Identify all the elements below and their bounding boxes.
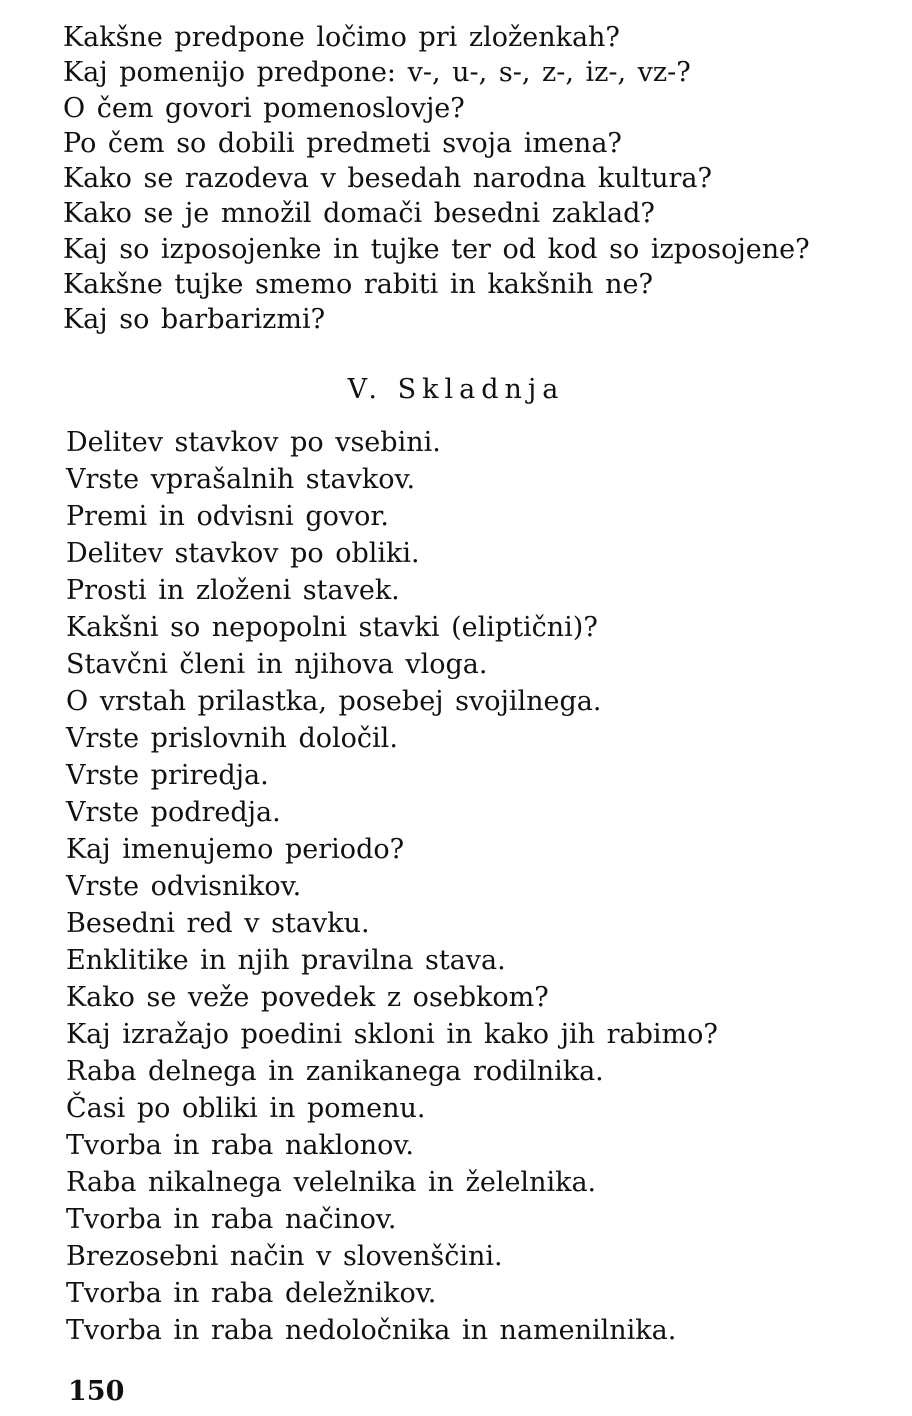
topic-line: Vrste odvisnikov.: [66, 871, 302, 902]
topic-line: Delitev stavkov po vsebini.: [66, 427, 441, 458]
topic-line: Kako se veže povedek z osebkom?: [66, 982, 549, 1013]
topic-line: Stavčni členi in njihova vloga.: [66, 649, 488, 680]
question-line: Kako se je množil domači besedni zaklad?: [63, 198, 655, 230]
topic-line: Raba delnega in zanikanega rodilnika.: [66, 1056, 604, 1087]
topic-list: [66, 424, 718, 1349]
topic-line: Prosti in zloženi stavek.: [66, 575, 400, 606]
topic-line: Tvorba in raba načinov.: [66, 1204, 397, 1235]
topic-line: Vrste prislovnih določil.: [66, 723, 398, 754]
topic-line: Premi in odvisni govor.: [66, 501, 389, 532]
page-number: 150: [68, 1376, 125, 1407]
question-line: Kakšne predpone ločimo pri zloženkah?: [63, 22, 620, 53]
question-line: Kakšne tujke smemo rabiti in kakšnih ne?: [63, 269, 653, 301]
question-line: Kaj so izposojenke in tujke ter od kod so izposojene?: [63, 233, 810, 265]
topic-line: Vrste vprašalnih stavkov.: [66, 464, 416, 495]
topic-line: Raba nikalnega velelnika in želelnika.: [66, 1167, 597, 1198]
topic-line: Kaj imenujemo periodo?: [66, 834, 405, 865]
topic-line: Tvorba in raba deležnikov.: [66, 1278, 437, 1309]
section-heading: V. Skladnja: [347, 374, 565, 405]
topic-line: Časi po obliki in pomenu.: [66, 1093, 426, 1124]
topic-line: Besedni red v stavku.: [66, 908, 370, 939]
topic-line: Enklitike in njih pravilna stava.: [66, 945, 506, 976]
question-line: Kaj pomenijo predpone: v-, u-, s-, z-, iz-, vz-?: [63, 57, 691, 89]
topic-line: Vrste priredja.: [66, 760, 269, 791]
question-line: Kaj so barbarizmi?: [63, 304, 326, 336]
topic-line: Tvorba in raba naklonov.: [66, 1130, 414, 1161]
question-list: [63, 20, 810, 338]
question-line: Po čem so dobili predmeti svoja imena?: [63, 127, 622, 159]
topic-line: Kakšni so nepopolni stavki (eliptični)?: [66, 612, 598, 643]
topic-line: Brezosebni način v slovenščini.: [66, 1241, 503, 1272]
topic-line: Delitev stavkov po obliki.: [66, 538, 420, 569]
topic-line: O vrstah prilastka, posebej svojilnega.: [66, 686, 602, 717]
topic-line: Kaj izražajo poedini skloni in kako jih rabimo?: [66, 1019, 718, 1050]
question-line: Kako se razodeva v besedah narodna kultura?: [63, 163, 712, 195]
topic-line: Tvorba in raba nedoločnika in namenilnika.: [66, 1315, 677, 1346]
topic-line: Vrste podredja.: [66, 797, 281, 828]
question-line: O čem govori pomenoslovje?: [63, 92, 465, 124]
